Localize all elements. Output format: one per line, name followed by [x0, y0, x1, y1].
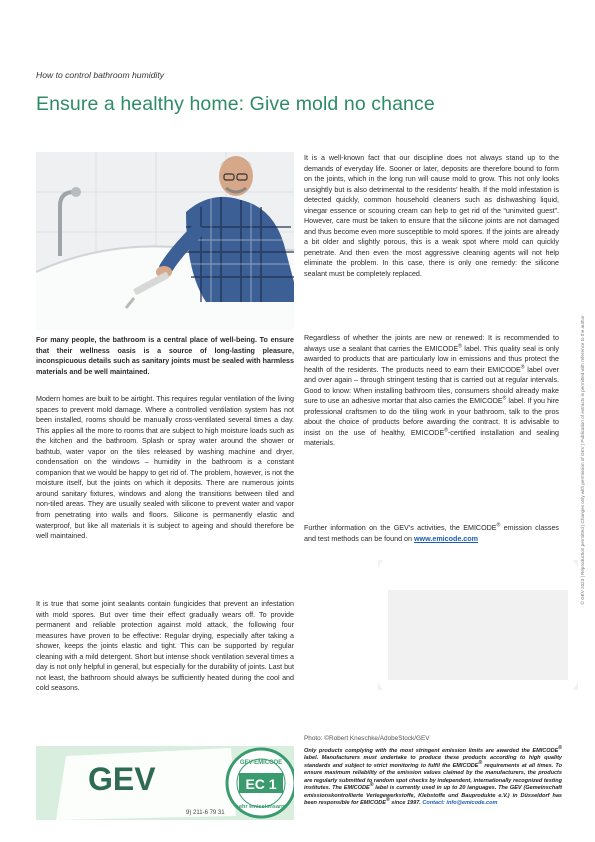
registered-mark: ®: [386, 797, 390, 804]
text-run: emission classes and test methods can be found on: [304, 524, 559, 543]
text-run: label over and over again – through stringent testing that is carried out at regular intervals. Good to know: When installing bathroom tiles, consumers should already make sure to use an adhesive mortar that also carries the EMICODE: [304, 365, 559, 406]
photo-credit: Photo: ©Robert Kneschke/AdobeStock/GEV: [304, 735, 430, 742]
gev-brand: GEV: [88, 761, 156, 797]
gev-emicode-seal: [36, 746, 294, 820]
phone-number: 9) 211-6 79 31: [186, 810, 225, 816]
seal-top-text: GEV-EMICODE: [239, 760, 283, 766]
text-run: Further information on the GEV’s activities, the EMICODE: [304, 524, 497, 532]
gev-logo-image: [36, 746, 294, 820]
article-title: Ensure a healthy home: Give mold no chance: [36, 93, 435, 115]
further-info-paragraph: [304, 523, 559, 544]
photo-illustration: [36, 152, 294, 330]
seal-class: EC 1: [245, 776, 277, 792]
registered-mark: ®: [444, 427, 448, 434]
copyright-text: © GEV 2023 | Reproduction permitted | Changes only with permission of GEV | Publication of extracts is permitted with reference to the author: [580, 315, 585, 605]
registered-mark: ®: [496, 522, 501, 529]
text-run: -certified installation and sealing materials.: [304, 428, 559, 448]
ec1-watermark: [378, 560, 578, 690]
registered-mark: ®: [502, 395, 507, 402]
body-paragraph-2: It is true that some joint sealants contain fungicides that prevent an infestation with mold spores. But over time their effect gradually wears off. To provide permanent and reliable protection against mold attack, the following four measures have proven to be effective: Regular drying, especially after taking a shower, keeps the joints elastic and tight. This can be supported by regular cleaning with a mild detergent. Short but intense shock ventilation several times a day is not only helpful in general, but especially for the durability of joints. Last but not least, the bathroom should always be sufficiently heated during the cool and cold seasons.: [36, 600, 295, 693]
registered-mark: ®: [478, 760, 483, 767]
text-run: label. If you hire professional craftsmen to do the tiling work in your bathroom, talk to the pros about the choice of products before awarding the contract. It is advisable to insist on the use of healthy, EMICODE: [304, 397, 559, 437]
registered-mark: ®: [369, 782, 374, 789]
contact-email[interactable]: Contact: info@emicode.com: [422, 800, 498, 807]
seal-bottom-text: sehr emissionsarm: [235, 804, 287, 810]
emicode-footnote: [304, 745, 563, 808]
emicode-link[interactable]: www.emicode.com: [413, 534, 478, 543]
body-paragraph-1: Modern homes are built to be airtight. This requires regular ventilation of the living spaces to prevent mold damage. Where a controlled ventilation system has not been installed, rooms should be manually cross-ventilated several times a day. This applies all the more to rooms that are subject to high moisture loads such as the kitchen and the bathroom. Splash or spray water around the shower or bathtub, water vapor on the tiles released by washing machine and dryer, condensation on the windows – humidity in the bathroom is a constant companion that we would be happy to get rid of. The problem, however, is not the moisture itself, but the joints on which it deposits. There are numerous joints around sanitary fixtures, windows and along the transitions between tiled and non-tiled areas. They are usually sealed with silicone to prevent water and vapor from penetrating into walls and floors. Silicone is permanently elastic and waterproof, but like all materials it is subject to ageing and should therefore be well maintained.: [36, 395, 294, 541]
registered-mark: ®: [458, 343, 462, 350]
text-run: Regardless of whether the joints are new or renewed: It is recommended to always use a sealant that carries the EMICODE: [304, 334, 559, 353]
body-paragraph-3: It is a well-known fact that our discipline does not always stand up to the demands of everyday life. Sooner or later, deposits are therefore bound to form on the joints, which in the long run will cause mold to grow. This not only looks unsightly but is also detrimental to the residents’ health. If the mold infestation is detected quickly, common household cleaners such as dishwashing liquid, vinegar essence or scouring cream can help to get rid of the “uninvited guest”. However, care must be taken to ensure that the silicone joints are not damaged and thus become even more susceptible to mold spores. If the joints are already a bit older and slightly porous, this is a weak spot where mold can quickly penetrate. And then even the most aggressive cleaning agents will not help eliminate the problem. In this case, there is only one remedy: the silicone sealant must be completely replaced.: [304, 154, 559, 279]
lead-paragraph: For many people, the bathroom is a central place of well-being. To ensure that their wellness oasis is a source of long-lasting pleasure, inconspicuous details such as sanitary joints must be sealed with harmless materials and be well maintained.: [36, 336, 294, 376]
text-run: label is currently used in up to 20 languages. The GEV (Gemeinschaft emissionskontrollierte Verlegewerkstoffe, Klebstoffe und Bauprodukte e.V.) in Düsseldorf has been responsible for EMICODE: [304, 785, 563, 807]
text-run: Only products complying with the most stringent emission limits are awarded the EMICODE: [304, 748, 559, 754]
registered-mark: ®: [558, 745, 562, 752]
text-run: label. Manufacturers must undertake to produce these products according to high quality standards and subject to strict monitoring to fulfil the EMICODE: [304, 755, 562, 769]
section-kicker: How to control bathroom humidity: [36, 70, 165, 80]
text-run: requirements at all times. To ensure maximum reliability of the emission values claimed by the manufacturers, the products are regularly submitted to random spot checks by independent, internationally recognized testing institutes. The EMICODE: [304, 762, 562, 792]
copyright-side-note: [578, 190, 588, 730]
text-run: since 1997.: [389, 800, 423, 807]
body-paragraph-4: [304, 333, 559, 449]
text-run: label. This quality seal is only awarded to products that are particularly low in emissions and thus protect the health of the residents. The products need to earn their EMICODE: [304, 344, 560, 374]
article-photo: [36, 152, 294, 330]
registered-mark: ®: [520, 364, 525, 371]
